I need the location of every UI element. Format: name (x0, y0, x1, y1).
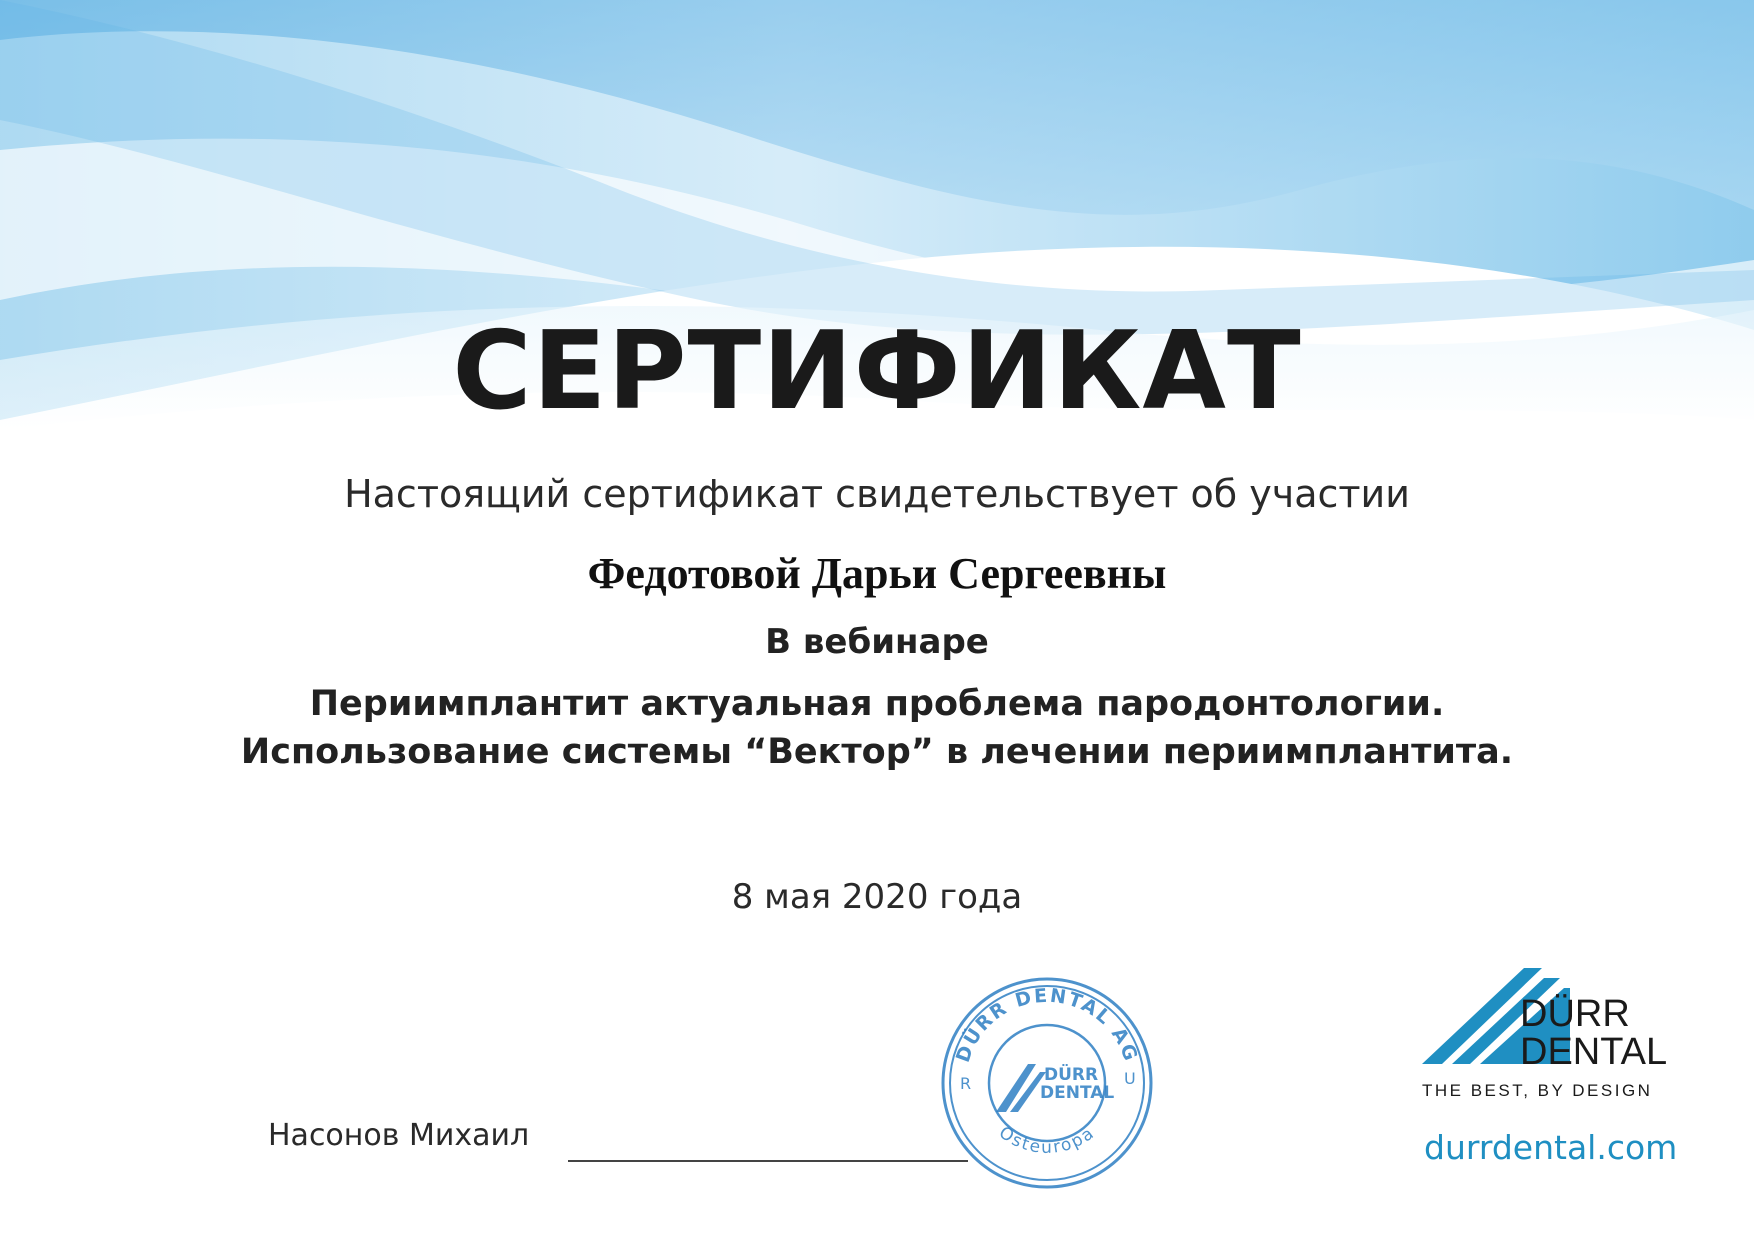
svg-text:DENTAL: DENTAL (1520, 1031, 1668, 1073)
recipient-name: Федотовой Дарьи Сергеевны (587, 549, 1167, 598)
webinar-topic-line-2: Использование системы “Вектор” в лечении периимплантита. (240, 732, 1514, 772)
webinar-intro: В вебинаре (765, 622, 989, 662)
certificate-subtitle: Настоящий сертификат свидетельствует об участии (344, 472, 1410, 516)
svg-text:DENTAL: DENTAL (1040, 1083, 1115, 1103)
certificate-date: 8 мая 2020 года (731, 877, 1023, 917)
svg-text:DÜRR DENTAL AG: DÜRR DENTAL AG (951, 984, 1143, 1066)
certificate-title: СЕРТИФИКАТ (452, 309, 1302, 434)
signature-line (568, 1160, 968, 1162)
signer-name: Насонов Михаил (268, 1118, 530, 1153)
svg-text:THE BEST, BY DESIGN: THE BEST, BY DESIGN (1422, 1081, 1653, 1100)
svg-text:U: U (1124, 1069, 1136, 1088)
svg-text:DÜRR: DÜRR (1520, 993, 1630, 1035)
svg-text:DÜRR: DÜRR (1044, 1065, 1099, 1085)
webinar-topic-line-1: Периимплантит актуальная проблема пародонтологии. (309, 684, 1445, 724)
website-link[interactable]: durrdental.com (1424, 1128, 1678, 1167)
company-stamp (936, 972, 1158, 1194)
svg-text:Osteuropa: Osteuropa (995, 1122, 1099, 1158)
svg-text:R: R (960, 1074, 972, 1093)
durr-dental-logo (1420, 968, 1670, 1128)
